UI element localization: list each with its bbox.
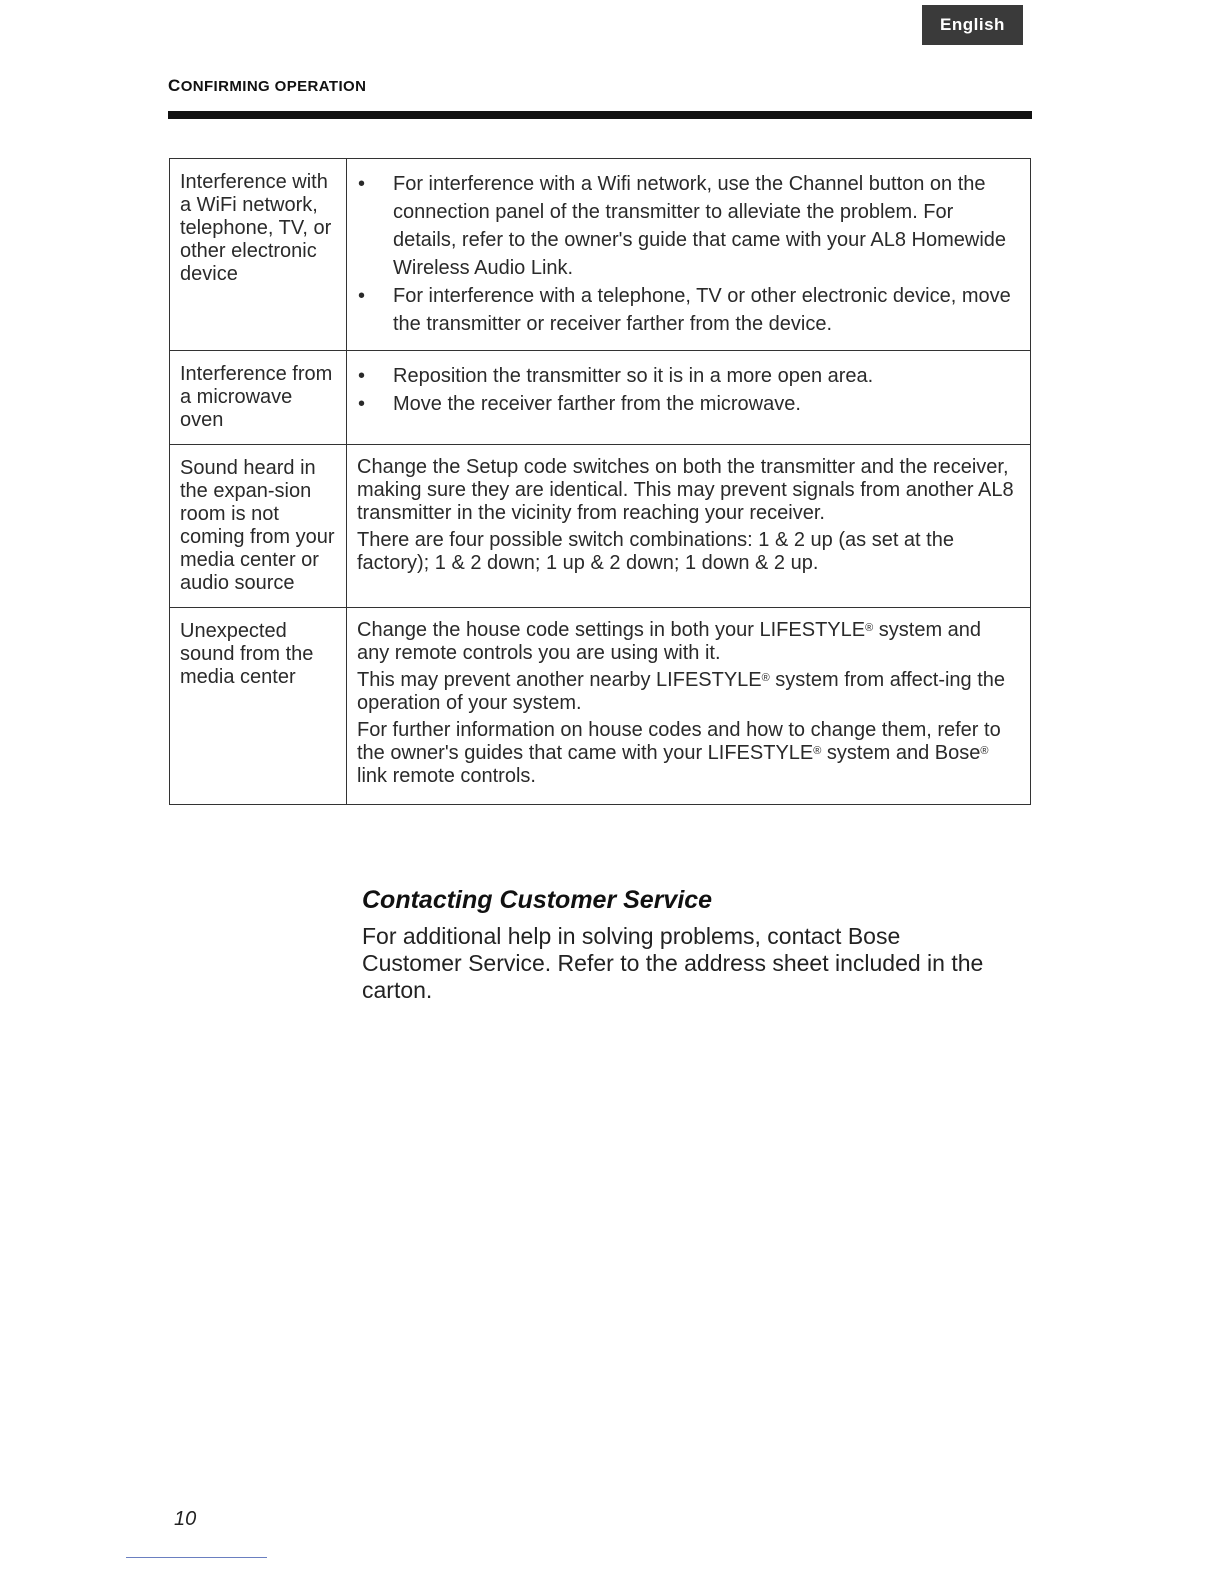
table-row bbox=[170, 608, 1031, 805]
text-run: link remote controls. bbox=[357, 765, 536, 787]
registered-mark: ® bbox=[980, 745, 989, 757]
problem-cell: Interference with a WiFi network, telephone, TV, or other electronic device bbox=[170, 159, 347, 351]
header-rule bbox=[168, 111, 1032, 119]
registered-mark: ® bbox=[813, 745, 822, 757]
text-run: Change the house code settings in both your LIFESTYLE bbox=[357, 619, 866, 641]
table-row bbox=[170, 351, 1031, 445]
list-item: • Reposition the transmitter so it is in a more open area. bbox=[357, 362, 1016, 390]
solution-cell bbox=[347, 445, 1031, 608]
footer-line bbox=[126, 1557, 267, 1558]
solution-cell bbox=[347, 608, 1031, 805]
problem-cell: Sound heard in the expan-sion room is not coming from your media center or audio source bbox=[170, 445, 347, 608]
list-item: • Move the receiver farther from the microwave. bbox=[357, 390, 1016, 418]
section-label-rest: ONFIRMING OPERATION bbox=[180, 78, 367, 95]
solution-list bbox=[357, 170, 1016, 338]
problem-cell: Interference from a microwave oven bbox=[170, 351, 347, 445]
customer-service-heading: Contacting Customer Service bbox=[362, 886, 713, 914]
troubleshooting-table bbox=[169, 158, 1031, 805]
list-item: • For interference with a telephone, TV or other electronic device, move the transmitter or receiver farther from the device. bbox=[357, 282, 1016, 338]
solution-paragraph: There are four possible switch combinations: 1 & 2 up (as set at the factory); 1 & 2 down; 1 up & 2 down; 1 down & 2 up. bbox=[357, 529, 954, 574]
text-run: system and Bose bbox=[821, 742, 981, 764]
text-run: This may prevent another nearby LIFESTYLE bbox=[357, 669, 762, 691]
section-label-initial: C bbox=[168, 76, 181, 95]
registered-mark: ® bbox=[865, 622, 874, 634]
solution-paragraph bbox=[357, 669, 1016, 715]
list-item: • For interference with a Wifi network, use the Channel button on the connection panel of the transmitter to alleviate the problem. For details, refer to the owner's guide that came with your AL8 Homewide Wireless Audio Link. bbox=[357, 170, 1016, 282]
customer-service-body: For additional help in solving problems, contact Bose Customer Service. Refer to the address sheet included in the carton. bbox=[362, 923, 984, 1003]
solution-cell bbox=[347, 159, 1031, 351]
problem-cell: Unexpected sound from the media center bbox=[170, 608, 347, 805]
section-label bbox=[168, 76, 366, 96]
text-run: system and any remote controls you are using with it. bbox=[357, 619, 982, 664]
table-row bbox=[170, 445, 1031, 608]
solution-list bbox=[357, 362, 1016, 418]
language-tab: English bbox=[922, 5, 1023, 45]
solution-paragraph bbox=[357, 619, 1016, 665]
page-number: 10 bbox=[174, 1508, 197, 1530]
registered-mark: ® bbox=[761, 672, 770, 684]
table-row bbox=[170, 159, 1031, 351]
solution-paragraph: Change the Setup code switches on both the transmitter and the receiver, making sure they are identical. This may prevent signals from another AL8 transmitter in the vicinity from reaching your receiver. bbox=[357, 456, 1014, 524]
solution-cell bbox=[347, 351, 1031, 445]
text-run: For further information on house codes and how to change them, refer to the owner's guides that came with your LIFESTYLE bbox=[357, 719, 1001, 764]
text-run: system from affect-ing the operation of your system. bbox=[357, 669, 1006, 714]
solution-paragraph bbox=[357, 719, 1016, 788]
